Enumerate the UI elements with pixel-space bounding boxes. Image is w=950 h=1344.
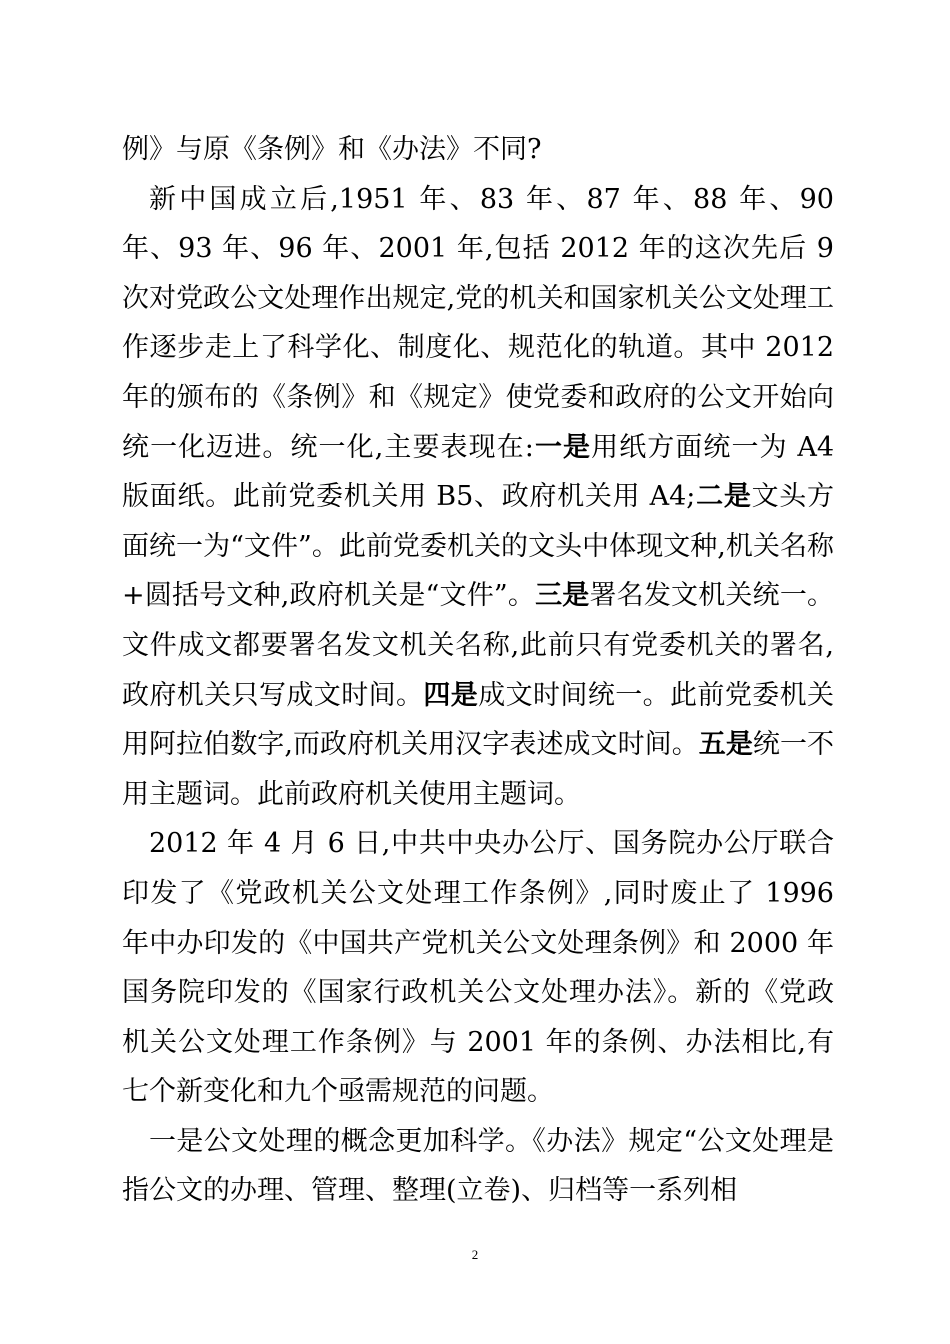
text-run: 文头方面统一为“文件”。此前党委机关的文头中体现文种,机关名称+圆括号文种,政府机关是“文件”。: [122, 481, 835, 612]
document-body: [122, 125, 834, 1216]
bold-keyword: 三是: [535, 580, 590, 612]
paragraph-p3: [122, 1117, 834, 1216]
text-run: 用纸方面统一为 A4 版面纸。此前党委机关用 B5、政府机关用 A4;: [122, 431, 834, 513]
text-run: 一是公文处理的概念更加科学。《办法》规定“公文处理是指公文的办理、管理、整理(立卷)、归档等一系列相: [122, 1125, 834, 1207]
text-run: 2012 年 4 月 6 日,中共中央办公厅、国务院办公厅联合印发了《党政机关公文处理工作条例》,同时废止了 1996 年中办印发的《中国共产党机关公文处理条例》和 2000 年国务院印发的《国家行政机关公文处理办法》。新的《党政机关公文处理工作条例》与 2001 年的条例、办法相比,有七个新变化和九个亟需规范的问题。: [122, 828, 834, 1108]
paragraph-p0: [122, 125, 834, 175]
text-run: 成文时间统一。此前党委机关用阿拉伯数字,而政府机关用汉字表述成文时间。: [122, 679, 835, 761]
text-run: 例》与原《条例》和《办法》不同?: [122, 134, 542, 165]
paragraph-p2: [122, 819, 834, 1117]
bold-keyword: 二是: [695, 481, 752, 513]
bold-keyword: 四是: [423, 679, 479, 711]
paragraph-p1: [122, 175, 834, 820]
page-number: 2: [471, 1247, 479, 1262]
text-run: 署名发文机关统一。文件成文都要署名发文机关名称,此前只有党委机关的署名,政府机关只写成文时间。: [122, 580, 835, 711]
text-run: 新中国成立后,1951 年、83 年、87 年、88 年、90 年、93 年、96 年、2001 年,包括 2012 年的这次先后 9 次对党政公文处理作出规定,党的机关和国家机关公文处理工作逐步走上了科学化、制度化、规范化的轨道。其中 2012 年的颁布的《条例》和《规定》使党委和政府的公文开始向统一化迈进。统一化,主要表现在:: [122, 183, 834, 463]
bold-keyword: 五是: [698, 729, 753, 761]
bold-keyword: 一是: [533, 431, 592, 463]
text-run: 统一不用主题词。此前政府机关使用主题词。: [122, 729, 834, 810]
